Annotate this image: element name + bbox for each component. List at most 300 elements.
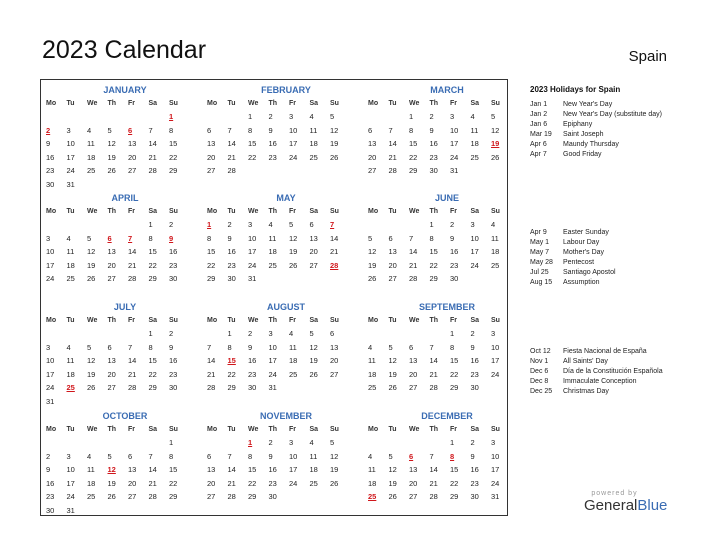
weekday-label: Sa (470, 426, 480, 433)
day-cell: 12 (309, 342, 318, 352)
day-cell: 23 (429, 152, 438, 162)
day-cell: 18 (66, 260, 75, 270)
day-cell: 13 (388, 247, 397, 256)
empty-day-cell (228, 436, 249, 450)
day-cell: 27 (128, 492, 137, 501)
day-cell: 22 (169, 152, 178, 162)
day-cell: 15 (169, 465, 178, 474)
day-cell: 7 (148, 451, 153, 461)
day-cell: 19 (107, 478, 116, 488)
day-cell: 19 (107, 152, 116, 162)
week-row (207, 341, 357, 355)
day-cell: 8 (450, 342, 455, 352)
empty-day-cell (368, 218, 389, 232)
day-cell: 8 (169, 125, 174, 135)
day-cell: 11 (309, 451, 318, 461)
day-cell: 22 (429, 260, 438, 270)
day-cell: 20 (368, 152, 377, 162)
day-cell: 4 (368, 451, 373, 461)
weekday-label: Sa (470, 100, 480, 107)
day-cell: 14 (207, 356, 216, 365)
empty-day-cell (330, 164, 351, 178)
day-cell: 4 (87, 125, 92, 135)
day-cell: 2 (470, 329, 475, 338)
holiday-date: May 1 (530, 239, 550, 246)
day-cell: 6 (330, 329, 335, 338)
day-cell: 23 (46, 492, 55, 501)
empty-day-cell (330, 272, 351, 286)
day-cell: 26 (107, 492, 116, 501)
month-february (207, 83, 357, 178)
day-cell: 21 (227, 152, 236, 162)
day-cell: 17 (66, 478, 75, 488)
day-cell: 22 (450, 478, 459, 488)
day-cell: 7 (227, 451, 232, 461)
empty-day-cell (169, 504, 190, 518)
holiday-day-cell: 12 (107, 465, 116, 474)
weekday-label: Mo (368, 100, 379, 107)
day-cell: 28 (207, 383, 216, 392)
holiday-name: Maundy Thursday (563, 141, 619, 148)
empty-day-cell (108, 504, 129, 518)
day-cell: 4 (368, 342, 373, 352)
day-cell: 19 (87, 260, 96, 270)
day-cell: 18 (491, 247, 500, 256)
weekday-label: Sa (470, 317, 480, 324)
day-cell: 25 (87, 492, 96, 501)
day-cell: 18 (66, 369, 75, 379)
day-cell: 8 (429, 233, 434, 243)
holiday-day-cell: 28 (330, 260, 339, 270)
week-row (46, 341, 196, 355)
day-cell: 14 (227, 465, 236, 474)
empty-day-cell (289, 490, 310, 504)
day-cell: 4 (289, 329, 294, 338)
holiday-row (530, 278, 690, 288)
empty-day-cell (128, 504, 149, 518)
day-cell: 11 (268, 233, 277, 243)
holiday-row (530, 377, 690, 387)
day-cell: 21 (330, 247, 339, 256)
empty-day-cell (87, 218, 108, 232)
weekday-label: Su (169, 317, 178, 324)
weekday-label: Tu (227, 317, 236, 324)
week-row (207, 368, 357, 382)
day-cell: 2 (470, 438, 475, 447)
day-cell: 18 (87, 152, 96, 162)
week-row (368, 327, 518, 341)
day-cell: 8 (148, 342, 153, 352)
day-cell: 23 (268, 152, 277, 162)
day-cell: 3 (491, 329, 496, 338)
day-cell: 1 (248, 112, 253, 121)
day-cell: 5 (87, 233, 92, 243)
weekday-label: We (87, 208, 98, 215)
weekday-label: Fr (450, 426, 457, 433)
brand-name-blue: Blue (637, 497, 668, 514)
day-cell: 20 (388, 260, 397, 270)
holiday-day-cell: 1 (207, 220, 212, 229)
day-cell: 24 (248, 260, 257, 270)
holiday-row (530, 238, 690, 248)
day-cell: 12 (491, 125, 500, 135)
week-row (368, 381, 518, 395)
empty-day-cell (87, 504, 108, 518)
day-cell: 28 (227, 492, 236, 501)
day-cell: 27 (309, 260, 318, 270)
day-cell: 16 (470, 465, 479, 474)
day-cell: 21 (429, 369, 438, 379)
day-cell: 15 (429, 247, 438, 256)
week-row (207, 354, 357, 368)
holiday-day-cell: 6 (107, 233, 112, 243)
day-cell: 4 (66, 342, 71, 352)
day-cell: 5 (388, 342, 393, 352)
holiday-name: Fiesta Nacional de España (563, 348, 647, 355)
day-cell: 2 (227, 220, 232, 229)
day-cell: 10 (66, 139, 75, 148)
day-cell: 4 (66, 233, 71, 243)
holiday-day-cell: 8 (450, 451, 455, 461)
weekday-header (46, 97, 196, 110)
weekday-label: Su (330, 100, 339, 107)
week-row (207, 477, 357, 491)
day-cell: 3 (66, 125, 71, 135)
week-row (368, 341, 518, 355)
page-title: 2023 Calendar (42, 36, 207, 64)
weekday-header (368, 423, 518, 436)
week-row (46, 151, 196, 165)
holiday-date: Dec 6 (530, 368, 549, 375)
day-cell: 26 (87, 274, 96, 283)
weekday-label: Fr (289, 317, 296, 324)
empty-day-cell (108, 110, 129, 124)
day-cell: 16 (169, 247, 178, 256)
day-cell: 29 (409, 166, 418, 175)
empty-day-cell (228, 110, 249, 124)
weekday-label: Fr (450, 100, 457, 107)
day-cell: 29 (227, 383, 236, 392)
empty-day-cell (471, 272, 492, 286)
weekday-label: We (409, 208, 420, 215)
day-cell: 6 (207, 451, 212, 461)
weekday-label: Fr (289, 100, 296, 107)
weekday-label: Tu (388, 317, 397, 324)
month-name: SEPTEMBER (418, 302, 475, 312)
empty-day-cell (289, 164, 310, 178)
weekday-label: Tu (66, 317, 75, 324)
holiday-panel (530, 85, 690, 395)
day-cell: 3 (289, 112, 294, 121)
weekday-label: Mo (207, 100, 218, 107)
day-cell: 16 (268, 139, 277, 148)
brand-name (584, 497, 674, 514)
weekday-label: Tu (66, 426, 75, 433)
weekday-label: Th (107, 317, 117, 324)
day-cell: 21 (128, 260, 137, 270)
day-cell: 16 (46, 478, 55, 488)
weekday-label: Su (169, 426, 178, 433)
month-name: JULY (113, 302, 137, 312)
weekday-label: We (87, 317, 98, 324)
holiday-name: Día de la Constitución Española (563, 368, 663, 375)
day-cell: 10 (46, 247, 55, 256)
day-cell: 24 (46, 274, 55, 283)
month-name: FEBRUARY (261, 85, 311, 95)
holiday-row (530, 120, 690, 130)
holiday-name: Saint Joseph (563, 131, 604, 138)
empty-day-cell (471, 164, 492, 178)
holiday-row (530, 130, 690, 140)
empty-day-cell (491, 272, 512, 286)
day-cell: 15 (169, 139, 178, 148)
empty-day-cell (87, 178, 108, 192)
day-cell: 3 (268, 329, 273, 338)
holiday-name: Santiago Apostol (563, 269, 616, 276)
day-cell: 14 (128, 356, 137, 365)
day-cell: 10 (46, 356, 55, 365)
day-cell: 7 (429, 342, 434, 352)
weekday-label: Th (429, 208, 439, 215)
day-cell: 5 (107, 125, 112, 135)
day-cell: 24 (66, 166, 75, 175)
day-cell: 13 (309, 233, 318, 243)
day-cell: 13 (368, 139, 377, 148)
weekday-label: Fr (128, 426, 135, 433)
day-cell: 1 (450, 438, 455, 447)
day-cell: 17 (450, 139, 459, 148)
week-row (207, 490, 357, 504)
day-cell: 3 (470, 220, 475, 229)
day-cell: 30 (169, 274, 178, 283)
week-row (46, 354, 196, 368)
day-cell: 14 (429, 356, 438, 365)
day-cell: 18 (470, 139, 479, 148)
empty-day-cell (409, 218, 430, 232)
day-cell: 9 (248, 342, 253, 352)
weekday-label: Th (107, 208, 117, 215)
day-cell: 31 (46, 396, 55, 406)
day-cell: 31 (268, 383, 277, 392)
weekday-header (207, 205, 357, 218)
week-row (368, 490, 518, 504)
week-row (207, 218, 357, 232)
day-cell: 26 (330, 152, 339, 162)
holiday-row (530, 268, 690, 278)
week-row (368, 137, 518, 151)
weekday-label: Mo (46, 100, 57, 107)
day-cell: 5 (491, 112, 496, 121)
empty-day-cell (108, 436, 129, 450)
day-cell: 14 (128, 247, 137, 256)
weekday-label: We (409, 426, 420, 433)
empty-day-cell (128, 178, 149, 192)
day-cell: 8 (248, 451, 253, 461)
weekday-header (368, 205, 518, 218)
weekday-label: Mo (207, 426, 218, 433)
empty-day-cell (310, 381, 331, 395)
day-cell: 21 (148, 152, 157, 162)
day-cell: 14 (330, 233, 339, 243)
day-cell: 26 (491, 152, 500, 162)
day-cell: 7 (227, 125, 232, 135)
day-cell: 1 (227, 329, 232, 338)
day-cell: 5 (309, 329, 314, 338)
day-cell: 26 (388, 492, 397, 501)
day-cell: 6 (128, 451, 133, 461)
day-cell: 9 (227, 233, 232, 243)
day-cell: 5 (330, 438, 335, 447)
day-cell: 30 (268, 492, 277, 501)
day-cell: 22 (248, 478, 257, 488)
day-cell: 15 (248, 139, 257, 148)
day-cell: 10 (66, 465, 75, 474)
day-cell: 27 (207, 166, 216, 175)
day-cell: 9 (470, 342, 475, 352)
empty-day-cell (149, 504, 170, 518)
day-cell: 30 (429, 166, 438, 175)
day-cell: 5 (107, 451, 112, 461)
day-cell: 11 (309, 125, 318, 135)
holiday-date: Jan 2 (530, 111, 548, 118)
empty-day-cell (389, 327, 410, 341)
day-cell: 27 (409, 383, 418, 392)
day-cell: 7 (388, 125, 393, 135)
day-cell: 1 (429, 220, 434, 229)
day-cell: 19 (309, 356, 318, 365)
day-cell: 2 (429, 112, 434, 121)
empty-day-cell (46, 218, 67, 232)
day-cell: 29 (429, 274, 438, 283)
day-cell: 25 (289, 369, 298, 379)
day-cell: 8 (227, 342, 232, 352)
day-cell: 2 (268, 438, 273, 447)
week-row (207, 259, 357, 273)
weekday-header (207, 314, 357, 327)
day-cell: 13 (107, 356, 116, 365)
empty-day-cell (67, 218, 88, 232)
empty-day-cell (430, 327, 451, 341)
day-cell: 23 (268, 478, 277, 488)
weekday-label: Sa (309, 208, 319, 215)
week-row (46, 395, 196, 409)
day-cell: 17 (46, 260, 55, 270)
day-cell: 17 (491, 465, 500, 474)
holiday-date: Dec 25 (530, 388, 553, 395)
day-cell: 16 (248, 356, 257, 365)
day-cell: 3 (46, 233, 51, 243)
day-cell: 10 (450, 125, 459, 135)
weekday-label: Mo (207, 208, 218, 215)
empty-day-cell (128, 395, 149, 409)
day-cell: 2 (169, 329, 174, 338)
weekday-label: Su (330, 208, 339, 215)
month-september (368, 300, 518, 395)
holiday-date: Apr 6 (530, 141, 547, 148)
empty-day-cell (207, 327, 228, 341)
day-cell: 21 (148, 478, 157, 488)
week-row (207, 164, 357, 178)
empty-day-cell (128, 327, 149, 341)
weekday-label: Th (268, 208, 278, 215)
day-cell: 6 (368, 125, 373, 135)
week-row (368, 245, 518, 259)
day-cell: 7 (128, 342, 133, 352)
week-row (46, 490, 196, 504)
week-row (207, 436, 357, 450)
day-cell: 30 (169, 383, 178, 392)
weekday-label: Fr (128, 100, 135, 107)
week-row (368, 450, 518, 464)
day-cell: 11 (66, 247, 75, 256)
day-cell: 23 (169, 369, 178, 379)
empty-day-cell (169, 395, 190, 409)
day-cell: 17 (66, 152, 75, 162)
day-cell: 1 (409, 112, 414, 121)
day-cell: 9 (46, 465, 51, 474)
empty-day-cell (128, 436, 149, 450)
day-cell: 27 (388, 274, 397, 283)
holiday-day-cell: 9 (169, 233, 174, 243)
weekday-label: Fr (128, 208, 135, 215)
day-cell: 1 (450, 329, 455, 338)
day-cell: 14 (227, 139, 236, 148)
weekday-label: Sa (148, 426, 158, 433)
day-cell: 8 (207, 233, 212, 243)
weekday-label: Mo (46, 426, 57, 433)
week-row (46, 137, 196, 151)
day-cell: 11 (470, 125, 479, 135)
holiday-row (530, 228, 690, 238)
day-cell: 24 (46, 383, 55, 392)
month-name: OCTOBER (102, 411, 148, 421)
day-cell: 9 (450, 233, 455, 243)
weekday-label: Mo (368, 317, 379, 324)
day-cell: 18 (368, 369, 377, 379)
empty-day-cell (289, 381, 310, 395)
week-row (46, 463, 196, 477)
month-august (207, 300, 357, 395)
weekday-label: Tu (227, 100, 236, 107)
holiday-group (530, 347, 690, 397)
day-cell: 15 (450, 356, 459, 365)
holiday-row (530, 110, 690, 120)
empty-day-cell (310, 272, 331, 286)
week-row (368, 164, 518, 178)
month-june (368, 191, 518, 286)
day-cell: 13 (330, 342, 339, 352)
weekday-label: Mo (368, 426, 379, 433)
day-cell: 7 (148, 125, 153, 135)
day-cell: 31 (248, 274, 257, 283)
day-cell: 22 (148, 260, 157, 270)
weekday-label: Mo (46, 317, 57, 324)
weekday-label: Tu (66, 208, 75, 215)
day-cell: 29 (207, 274, 216, 283)
week-row (207, 137, 357, 151)
day-cell: 31 (491, 492, 500, 501)
day-cell: 28 (227, 166, 236, 175)
day-cell: 28 (148, 492, 157, 501)
day-cell: 11 (66, 356, 75, 365)
empty-day-cell (330, 490, 351, 504)
day-cell: 23 (46, 166, 55, 175)
week-row (46, 436, 196, 450)
day-cell: 11 (289, 342, 297, 352)
day-cell: 26 (388, 383, 397, 392)
holiday-group (530, 228, 690, 288)
day-cell: 25 (87, 166, 96, 175)
